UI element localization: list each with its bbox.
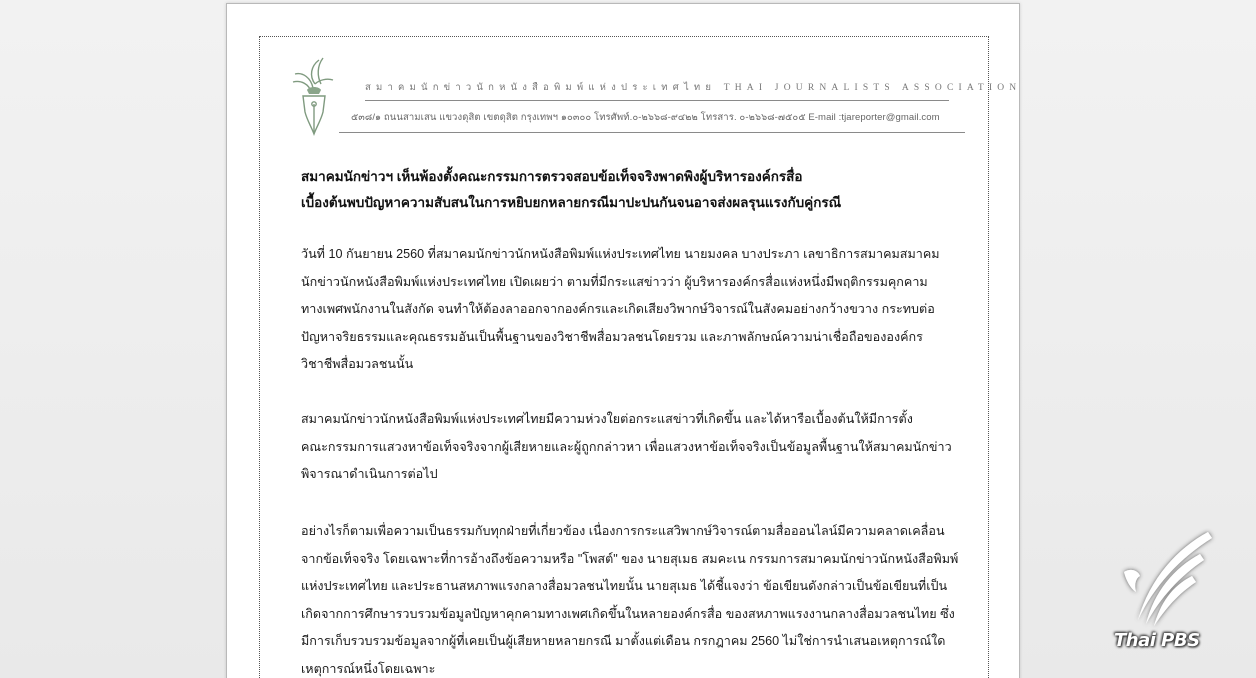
paragraph-line: เกิดจากการศึกษารวบรวมข้อมูลปัญหาคุกคามทางเพศเกิดขึ้นในหลายองค์กรสื่อ ของสหภาพแรงงานกลางสื่อมวลชนไทย ซึ่ง xyxy=(301,606,955,621)
organization-address: ๕๓๘/๑ ถนนสามเสน แขวงดุสิต เขตดุสิต กรุงเทพฯ ๑๐๓๐๐ โทรศัพท์.๐-๒๖๖๘-๙๔๒๒ โทรสาร. ๐-๒๖๖๘-๗๕๐๕ E-mail :tjareporter@gmail.com xyxy=(351,112,940,123)
paragraph-line: คณะกรรมการแสวงหาข้อเท็จจริงจากผู้เสียหายและผู้ถูกกล่าวหา เพื่อแสวงหาข้อเท็จจริงเป็นข้อมูลพื้นฐานให้สมาคมนักข่าว xyxy=(301,439,952,454)
paragraph-line: แห่งประเทศไทย และประธานสหภาพแรงกลางสื่อมวลชนไทยนั้น นายสุเมธ ได้ชี้แจงว่า ข้อเขียนดังกล่าวเป็นข้อเขียนที่เป็น xyxy=(301,579,948,593)
letterhead-divider-top xyxy=(365,100,949,101)
body-paragraph xyxy=(301,406,981,489)
paragraph-line: นักข่าวนักหนังสือพิมพ์แห่งประเทศไทย เปิดเผยว่า ตามที่มีกระแสข่าวว่า ผู้บริหารองค์กรสื่อแห่งหนึ่งมีพฤติกรรมคุกคาม xyxy=(301,274,928,289)
paragraph-line: จากข้อเท็จจริง โดยเฉพาะที่การอ้างถึงข้อความหรือ "โพสต์" ของ นายสุเมธ สมคะเน กรรมการสมาคมนักข่าวนักหนังสือพิมพ์ xyxy=(301,551,959,566)
paragraph-line: วิชาชีพสื่อมวลชนนั้น xyxy=(301,357,414,371)
paragraph-line: มีการเก็บรวบรวมข้อมูลจากผู้ที่เคยเป็นผู้เสียหายหลายกรณี มาตั้งแต่เดือน กรกฎาคม 2560 ไม่ใช่การนำเสนอเหตุการณ์ใด xyxy=(301,634,946,648)
paragraph-line: เหตุการณ์หนึ่งโดยเฉพาะ xyxy=(301,661,436,676)
body-paragraph xyxy=(301,518,981,678)
paragraph-line: อย่างไรก็ตามเพื่อความเป็นธรรมกับทุกฝ่ายที่เกี่ยวข้อง เนื่องการกระแสวิพากษ์วิจารณ์ตามสื่อออนไลน์มีความคลาดเคลื่อน xyxy=(301,524,945,538)
paragraph-line: พิจารณาดำเนินการต่อไป xyxy=(301,467,438,481)
headline-line: เบื้องต้นพบปัญหาความสับสนในการหยิบยกหลายกรณีมาปะปนกันจนอาจส่งผลรุนแรงกับคู่กรณี xyxy=(301,195,842,210)
thaipbs-watermark-text: Thai PBS xyxy=(1114,630,1200,651)
paragraph-line: สมาคมนักข่าวนักหนังสือพิมพ์แห่งประเทศไทยมีความห่วงใยต่อกระแสข่าวที่เกิดขึ้น และได้หารือเบื้องต้นให้มีการตั้ง xyxy=(301,412,913,426)
letterhead-divider-bottom xyxy=(339,132,965,133)
tja-bird-pen-logo xyxy=(289,54,337,138)
paragraph-line: ปัญหาจริยธรรมและคุณธรรมอันเป็นพื้นฐานของวิชาชีพสื่อมวลชนโดยรวม และภาพลักษณ์ความน่าเชื่อถือขององค์กร xyxy=(301,329,923,344)
paragraph-line: วันที่ 10 กันยายน 2560 ที่สมาคมนักข่าวนักหนังสือพิมพ์แห่งประเทศไทย นายมงคล บางประภา เลขาธิการสมาคมสมาคม xyxy=(301,247,940,261)
headline-line: สมาคมนักข่าวฯ เห็นพ้องตั้งคณะกรรมการตรวจสอบข้อเท็จจริงพาดพิงผู้บริหารองค์กรสื่อ xyxy=(301,169,803,184)
organization-name: สมาคมนักข่าวนักหนังสือพิมพ์แห่งประเทศไทย THAI JOURNALISTS ASSOCIATION xyxy=(365,83,1022,93)
document-page xyxy=(226,3,1020,678)
press-release-headline xyxy=(301,164,971,216)
body-paragraph xyxy=(301,241,981,379)
paragraph-line: ทางเพศพนักงานในสังกัด จนทำให้ต้องลาออกจากองค์กรและเกิดเสียงวิพากษ์วิจารณ์ในสังคมอย่างกว้างขวาง กระทบต่อ xyxy=(301,302,935,316)
